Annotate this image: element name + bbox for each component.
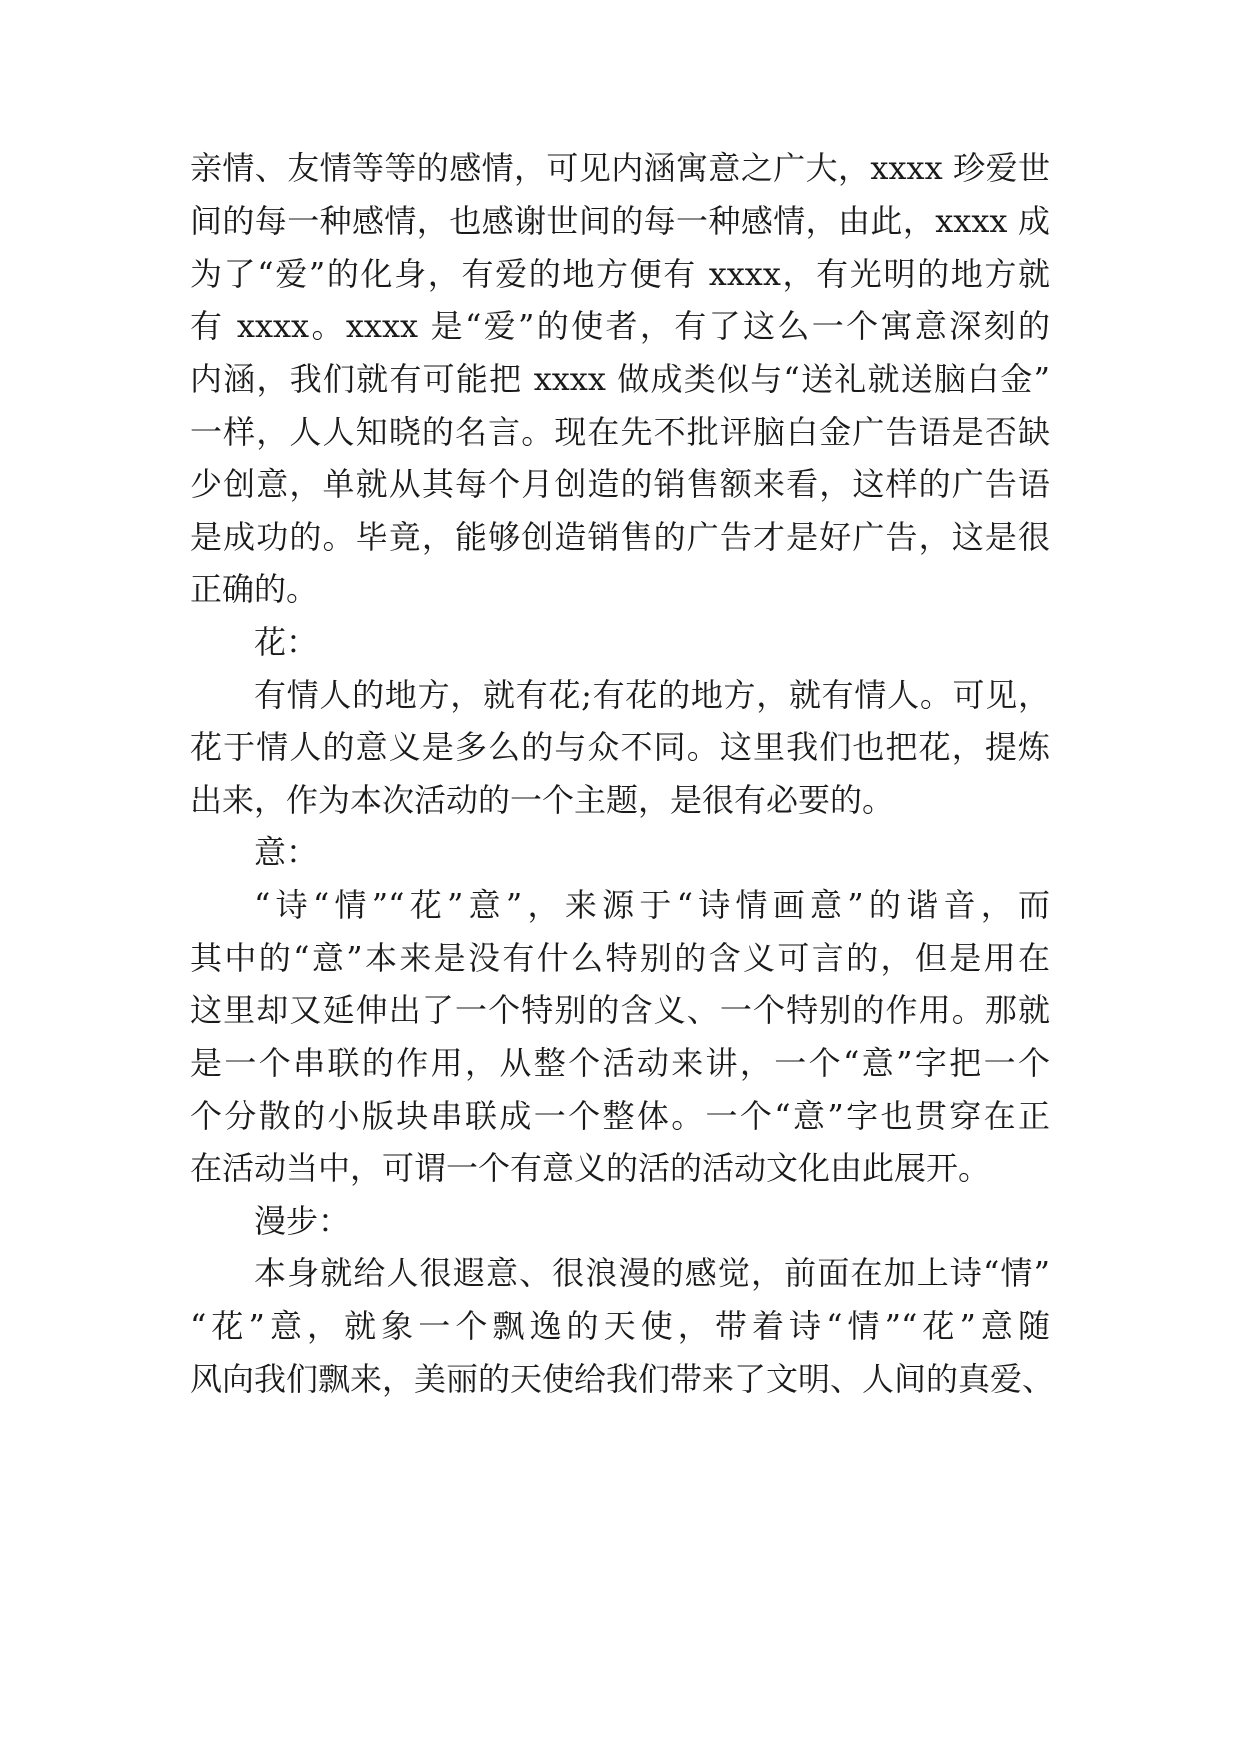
body-text-line: 是成功的。毕竟，能够创造销售的广告才是好广告，这是很 [190,518,1050,556]
body-text-line: 本身就给人很遐意、很浪漫的感觉，前面在加上诗“情” [254,1254,1050,1292]
body-text-line: 少创意，单就从其每个月创造的销售额来看，这样的广告语 [190,465,1050,503]
body-text-line: 花于情人的意义是多么的与众不同。这里我们也把花，提炼 [190,728,1050,766]
body-text-line: 其中的“意”本来是没有什么特别的含义可言的，但是用在 [190,939,1050,977]
section-heading-hua: 花： [254,623,319,661]
body-text-line: 是一个串联的作用，从整个活动来讲，一个“意”字把一个 [190,1044,1050,1082]
body-text-line: “花”意，就象一个飘逸的天使，带着诗“情”“花”意随 [190,1307,1050,1345]
body-text-line: 间的每一种感情，也感谢世间的每一种感情，由此，xxxx 成 [190,202,1050,240]
body-text-line: 这里却又延伸出了一个特别的含义、一个特别的作用。那就 [190,991,1050,1029]
body-text-line: 个分散的小版块串联成一个整体。一个“意”字也贯穿在正 [190,1097,1050,1135]
body-text-line: 风向我们飘来，美丽的天使给我们带来了文明、人间的真爱、 [190,1360,1055,1398]
body-text-line: 内涵，我们就有可能把 xxxx 做成类似与“送礼就送脑白金” [190,360,1050,398]
section-heading-manbu: 漫步： [254,1202,351,1240]
body-text-line: “诗“情”“花”意”，来源于“诗情画意”的谐音，而 [254,886,1050,924]
body-text-line: 出来，作为本次活动的一个主题，是很有必要的。 [190,781,895,819]
section-heading-yi: 意： [254,833,319,871]
body-text-line: 一样，人人知晓的名言。现在先不批评脑白金广告语是否缺 [190,413,1050,451]
body-text-line: 在活动当中，可谓一个有意义的活的活动文化由此展开。 [190,1149,991,1187]
body-text-line: 有情人的地方，就有花;有花的地方，就有情人。可见， [254,676,1050,714]
body-text-line: 为了“爱”的化身，有爱的地方便有 xxxx，有光明的地方就 [190,255,1050,293]
body-text-line: 有 xxxx。xxxx 是“爱”的使者，有了这么一个寓意深刻的 [190,307,1050,345]
body-text-line: 亲情、友情等等的感情，可见内涵寓意之广大，xxxx 珍爱世 [190,149,1050,187]
body-text-line: 正确的。 [190,570,319,608]
